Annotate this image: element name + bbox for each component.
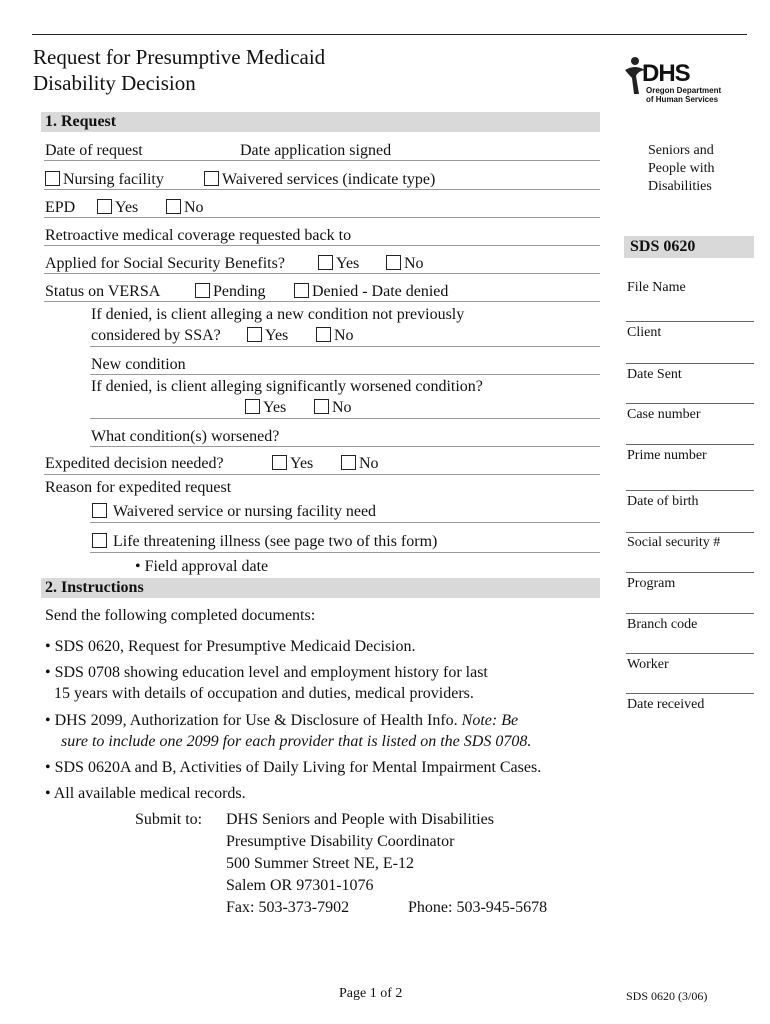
top-rule bbox=[32, 34, 747, 35]
section-1-heading-text: 1. Request bbox=[45, 113, 117, 130]
nursing-facility-checkbox[interactable] bbox=[45, 171, 60, 186]
expedited-yes-label: Yes bbox=[290, 455, 314, 472]
date-application-signed-label: Date application signed bbox=[240, 142, 392, 159]
expedited-row-rule bbox=[44, 474, 600, 475]
versa-denied-label: Denied - Date denied bbox=[312, 283, 449, 300]
ssb-label: Applied for Social Security Benefits? bbox=[45, 255, 285, 272]
instruction-item-2: • SDS 0708 showing education level and employment history for last bbox=[45, 664, 488, 681]
office-field-label: Branch code bbox=[627, 617, 698, 632]
worsened-yes-checkbox[interactable] bbox=[245, 399, 260, 414]
address-line-4: Salem OR 97301-1076 bbox=[226, 877, 374, 894]
what-worsened-rule bbox=[90, 446, 600, 447]
ssb-row-rule bbox=[44, 273, 600, 274]
date-of-request-label: Date of request bbox=[45, 142, 143, 159]
worsened-yes-option bbox=[245, 398, 286, 418]
phone-number: Phone: 503-945-5678 bbox=[408, 899, 548, 916]
versa-pending-checkbox[interactable] bbox=[195, 283, 210, 298]
reason-waivered-label: Waivered service or nursing facility need bbox=[113, 503, 377, 520]
office-field-label: Case number bbox=[627, 407, 701, 422]
waivered-services-label: Waivered services (indicate type) bbox=[222, 171, 436, 188]
new-condition-yes-checkbox[interactable] bbox=[247, 327, 262, 342]
office-field-input-line[interactable] bbox=[626, 572, 754, 573]
instruction-item-3-note: Note: Be bbox=[461, 712, 519, 729]
office-field-input-line[interactable] bbox=[626, 363, 754, 364]
reason-life-rule bbox=[90, 552, 600, 553]
expedited-yes-option bbox=[272, 454, 313, 474]
worsened-no-label: No bbox=[332, 399, 352, 416]
office-field-label: Date of birth bbox=[627, 494, 699, 509]
agency-line-2: People with bbox=[648, 161, 715, 176]
ssb-yes-label: Yes bbox=[336, 255, 360, 272]
ssb-yes-option bbox=[318, 254, 359, 274]
title-line-1: Request for Presumptive Medicaid bbox=[33, 45, 326, 69]
reason-life-threatening-label: Life threatening illness (see page two of this form) bbox=[113, 533, 438, 550]
waivered-services-checkbox[interactable] bbox=[204, 171, 219, 186]
office-field-input-line[interactable] bbox=[626, 613, 754, 614]
title-line-2: Disability Decision bbox=[33, 71, 196, 95]
expedited-no-checkbox[interactable] bbox=[341, 455, 356, 470]
office-field-input-line[interactable] bbox=[626, 490, 754, 491]
versa-denied-option bbox=[294, 282, 448, 302]
ssb-yes-checkbox[interactable] bbox=[318, 255, 333, 270]
new-condition-no-checkbox[interactable] bbox=[316, 327, 331, 342]
office-field-input-line[interactable] bbox=[626, 321, 754, 322]
nursing-facility-label: Nursing facility bbox=[63, 171, 164, 188]
versa-status-label: Status on VERSA bbox=[45, 283, 161, 300]
office-field-input-line[interactable] bbox=[626, 444, 754, 445]
address-line-1: DHS Seniors and People with Disabilities bbox=[226, 811, 494, 828]
reason-life-threatening-checkbox[interactable] bbox=[92, 533, 107, 548]
address-line-3: 500 Summer Street NE, E-12 bbox=[226, 855, 414, 872]
office-field-input-line[interactable] bbox=[626, 532, 754, 533]
expedited-no-label: No bbox=[359, 455, 379, 472]
logo-line-2: of Human Services bbox=[646, 95, 719, 104]
form-number bbox=[624, 236, 754, 258]
worsened-no-option bbox=[314, 398, 352, 418]
dhs-logo bbox=[622, 56, 732, 112]
epd-yes-label: Yes bbox=[115, 199, 139, 216]
office-field-label: Date received bbox=[627, 697, 705, 712]
worsened-yes-label: Yes bbox=[263, 399, 287, 416]
new-condition-yes-option bbox=[247, 326, 288, 346]
instruction-item-3 bbox=[45, 711, 518, 731]
new-condition-yes-label: Yes bbox=[265, 327, 289, 344]
expedited-decision-label: Expedited decision needed? bbox=[45, 455, 224, 472]
logo-wordmark: DHS bbox=[642, 60, 690, 87]
reason-waivered-option bbox=[92, 502, 376, 522]
section-1-heading bbox=[41, 112, 600, 132]
fax-number: Fax: 503-373-7902 bbox=[226, 899, 350, 916]
office-field-label: Client bbox=[627, 325, 662, 340]
retro-row-rule bbox=[44, 245, 600, 246]
versa-row-rule bbox=[44, 301, 600, 302]
section-2-heading-text: 2. Instructions bbox=[45, 579, 144, 596]
instruction-item-3-cont: sure to include one 2099 for each provider that is listed on the SDS 0708. bbox=[61, 733, 532, 750]
office-field-input-line[interactable] bbox=[626, 693, 754, 694]
epd-yes-checkbox[interactable] bbox=[97, 199, 112, 214]
office-field-input-line[interactable] bbox=[626, 403, 754, 404]
form-number-text: SDS 0620 bbox=[630, 238, 696, 255]
new-condition-no-option bbox=[316, 326, 354, 346]
epd-no-label: No bbox=[184, 199, 204, 216]
new-condition-question-1: If denied, is client alleging a new condition not previously bbox=[91, 306, 465, 323]
ssb-no-option bbox=[386, 254, 424, 274]
ssb-no-checkbox[interactable] bbox=[386, 255, 401, 270]
form-code: SDS 0620 (3/06) bbox=[626, 989, 708, 1003]
instructions-intro: Send the following completed documents: bbox=[45, 607, 316, 624]
office-field-label: Prime number bbox=[627, 448, 707, 463]
agency-line-1: Seniors and bbox=[648, 143, 714, 158]
reason-expedited-label: Reason for expedited request bbox=[45, 479, 232, 496]
worsened-row-rule bbox=[90, 418, 600, 419]
ssa-row-rule bbox=[90, 346, 600, 347]
versa-pending-option bbox=[195, 282, 265, 302]
nursing-facility-option bbox=[45, 170, 164, 190]
waivered-services-option bbox=[204, 170, 435, 190]
office-field-label: File Name bbox=[627, 280, 686, 295]
epd-row-rule bbox=[44, 217, 600, 218]
epd-no-checkbox[interactable] bbox=[166, 199, 181, 214]
logo-line-1: Oregon Department bbox=[646, 86, 722, 95]
reason-waivered-rule bbox=[90, 522, 600, 523]
epd-label: EPD bbox=[45, 199, 76, 216]
expedited-yes-checkbox[interactable] bbox=[272, 455, 287, 470]
instruction-item-5: • All available medical records. bbox=[45, 785, 246, 802]
section-2-heading bbox=[41, 578, 600, 598]
expedited-no-option bbox=[341, 454, 379, 474]
agency-name bbox=[648, 142, 715, 196]
new-condition-no-label: No bbox=[334, 327, 354, 344]
instruction-item-3-text: • DHS 2099, Authorization for Use & Disclosure of Health Info. bbox=[45, 712, 462, 729]
office-field-label: Program bbox=[627, 576, 676, 591]
versa-pending-label: Pending bbox=[213, 283, 266, 300]
field-approval-date-label: • Field approval date bbox=[135, 558, 269, 575]
page-title bbox=[33, 44, 325, 96]
reason-waivered-checkbox[interactable] bbox=[92, 503, 107, 518]
epd-no-option bbox=[166, 198, 204, 218]
new-condition-rule bbox=[90, 374, 600, 375]
service-row-rule bbox=[44, 189, 600, 190]
new-condition-question-2: considered by SSA? bbox=[91, 327, 221, 344]
office-field-label: Worker bbox=[627, 657, 669, 672]
new-condition-label: New condition bbox=[91, 356, 186, 373]
instruction-item-2-cont: 15 years with details of occupation and duties, medical providers. bbox=[54, 685, 474, 702]
office-field-input-line[interactable] bbox=[626, 653, 754, 654]
what-worsened-label: What condition(s) worsened? bbox=[91, 428, 280, 445]
worsened-no-checkbox[interactable] bbox=[314, 399, 329, 414]
ssb-no-label: No bbox=[404, 255, 424, 272]
office-field-label: Date Sent bbox=[627, 367, 682, 382]
worsened-condition-question: If denied, is client alleging significantly worsened condition? bbox=[91, 378, 483, 395]
instruction-item-4: • SDS 0620A and B, Activities of Daily Living for Mental Impairment Cases. bbox=[45, 759, 542, 776]
address-line-2: Presumptive Disability Coordinator bbox=[226, 833, 455, 850]
page-number: Page 1 of 2 bbox=[339, 986, 403, 1001]
office-field-label: Social security # bbox=[627, 535, 721, 550]
date-row-rule bbox=[44, 160, 600, 161]
versa-denied-checkbox[interactable] bbox=[294, 283, 309, 298]
instruction-item-1: • SDS 0620, Request for Presumptive Medicaid Decision. bbox=[45, 638, 416, 655]
retroactive-coverage-label: Retroactive medical coverage requested back to bbox=[45, 227, 352, 244]
reason-life-threatening-option bbox=[92, 532, 437, 552]
epd-yes-option bbox=[97, 198, 138, 218]
agency-line-3: Disabilities bbox=[648, 179, 712, 194]
submit-to-label: Submit to: bbox=[135, 811, 203, 828]
